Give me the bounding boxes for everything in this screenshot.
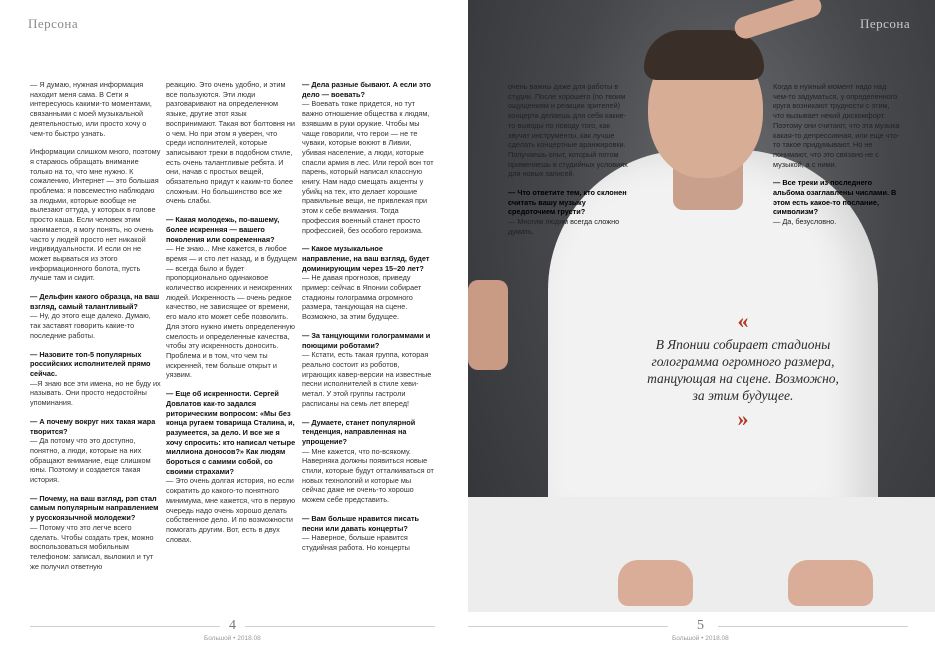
interview-answer: реакцию. Это очень удобно, и этим все пользуются. Эти люди разговаривают на определенном языке, другие этот язык воспринимают. Такая вот болтовня ни о чем. Но при этом я уверен, что среди исполнителей, которые записывают треки в подобном стиле, есть очень талантливые ребята. И они, начав с простых вещей, обязательно придут к каким-то более сложным. Но большинство все же очень слабы. [166, 80, 295, 206]
pull-quote-text: В Японии собирает стадионы голограмма огромного размера, танцующая на сцене. Возможно, за этим будущее. [647, 337, 839, 403]
section-title-right: Персона [860, 16, 911, 31]
interview-question: — За танцующими голограммами и поющими роботами? [302, 330, 431, 350]
left-column-2 [166, 80, 298, 553]
interview-question: — Вам больше нравится писать песни или давать концерты? [302, 513, 420, 533]
quote-open-mark: « [737, 308, 749, 333]
issue-label-left: Большой • 2018.08 [204, 635, 261, 642]
footer-rule-right-2 [718, 626, 908, 627]
interview-answer: — Это очень долгая история, но если сократить до какого-то понятного минимума, мне кажется, что в первую очередь надо очень хорошо делать собственное дело. И по возможности помогать другим. Вот, есть в двух словах. [166, 476, 296, 544]
interview-question: — Еще об искренности. Сергей Довлатов как-то задался риторическим вопросом: «Мы без конца ругаем товарища Сталина, и, разумеется, за дело. И все же я хочу спросить: кто написал четыре миллиона доносов?» Как людям бороться с самими собой, со своими страхами? [166, 389, 296, 476]
interview-answer: Когда в нужный момент надо над чем-то задуматься, у определенного круга возникают трудности с этим, что вызывает некий дискомфорт. Поэтому они считают, что эта музыка какая-то депрессивная, или еще что-то такое придумывают. Но не понимают, что это связано не с музыкой, а с ними. [773, 82, 900, 169]
left-column-1 [30, 80, 162, 580]
interview-answer: — Воевать тоже придется, но тут важно отношение общества к людям, взявшим в руки оружие. Чтобы мы чаще говорили, что герои — не те чуваки, которые воюют в Ливии, убивая население, а люди, которые спасли армия в лес. Или герой вон тот парень, который написал классную книгу. Нам надо смещать акценты у убийц на тех, кто делает хорошие правильные вещи, не привлекая при этом к себе внимания. Тогда профессия военный станет просто профессией, без особого героизма. [302, 99, 434, 235]
interview-answer: — Мне кажется, что по-всякому. Наверняка должны появиться новые стили, которые будут отталкиваться от новых технологий и которые мы сейчас даже не очень-то хорошо можем себе представить. [302, 446, 434, 505]
interview-question: — Все треки из последнего альбома озаглавлены числами. В этом есть какое-то послание, символизм? [773, 178, 897, 217]
footer-rule-left [30, 626, 220, 627]
left-hand-image [618, 560, 693, 606]
interview-answer: — Наверное, больше нравится студийная работа. Но концерты [302, 533, 410, 552]
interview-question: — Дельфин какого образца, на ваш взгляд, самый талантливый? [30, 292, 160, 311]
interview-question: — Назовите топ-5 популярных российских исполнителей прямо сейчас. [30, 349, 151, 378]
interview-answer: — Ну, до этого еще далеко. Думаю, так заставят говорить какие-то последние работы. [30, 311, 151, 340]
interview-answer: —Я знаю все эти имена, но не буду их называть. Они просто недостойны упоминания. [30, 378, 161, 408]
interview-question: — Что ответите тем, кто склонен считать вашу музыку средоточием грусти? [508, 188, 627, 217]
interview-answer: — Многим людям всегда сложно думать. [508, 217, 620, 236]
page-number-right: 5 [697, 618, 704, 633]
pull-quote [643, 310, 843, 470]
footer-rule-left-2 [245, 626, 435, 627]
interview-question: — А почему вокруг них такая жара творится? [30, 416, 156, 436]
right-page-photo [468, 0, 935, 649]
right-hand-image [788, 560, 873, 606]
interview-question: — Дела разные бывают. А если это дело — воевать? [302, 80, 431, 99]
interview-answer: очень важны даже для работы в студии. После хорошего (по твоим ощущениям и реакции зрителей) концерта делаешь для себя какие-то выводы по поводу того, как звучат инструменты, как лучше сделать концертные аранжировки. Получаешь опыт, который потом применяешь в студийных условиях для новых записей. [508, 82, 628, 179]
interview-answer: — Потому что это легче всего сделать. Чтобы создать трек, можно воспользоваться мобильным телефоном: записал, выложил и тут же получил ответную [30, 522, 154, 571]
footer-rule-right [468, 626, 668, 627]
interview-answer: — Не давая прогнозов, приведу пример: сейчас в Японии собирает стадионы голограмма огромного размера, танцующая на сцене. Возможно, за этим будущее. [302, 273, 422, 322]
interview-answer: — Я думаю, нужная информация находит меня сама. В Сети я интересуюсь какими-то моментами, связанными с моей музыкальной деятельностью, или просто хочу о чем-то быстро узнать. [30, 80, 152, 138]
quote-close-mark: » [737, 406, 749, 431]
interview-answer: — Да потому что это доступно, понятно, а люди, которые на них обращают внимание, еще слишком юны. Поэтому и создается такая история. [30, 436, 151, 485]
section-title-left: Персона [28, 16, 79, 31]
right-column-2 [773, 82, 901, 236]
left-column-3 [302, 80, 434, 562]
interview-question: — Думаете, станет популярной тенденция, направленная на упрощение? [302, 417, 416, 446]
interview-question: — Какое музыкальное направление, на ваш взгляд, будет доминирующим через 15–20 лет? [302, 244, 430, 273]
interview-answer: — Не знаю... Мне кажется, в любое время — и сто лет назад, и в будущем — всегда было и будет пропорционально одинаковое количество искренних и неискренних людей. Искренность — очень редкое качество, не зависящее от времени, его мало кто может себе позволить. Для этого нужно иметь определенную смелость и определенные качества, чтобы эту искренность доносить. Проблема и в том, что чем ты искренней, тем больше открыт и уязвим. [166, 244, 297, 380]
issue-label-right: Большой • 2018.08 [672, 635, 729, 642]
page-number-left: 4 [229, 618, 236, 633]
right-column-1 [508, 82, 633, 246]
interview-answer: — Кстати, есть такая группа, которая реально состоит из роботов, играющих кавер-версии на известные песни исполнителей в стиле хеви-метал. У этой группы гастроли расписаны на семь лет вперед! [302, 350, 432, 408]
interview-answer: — Да, безусловно. [773, 217, 837, 227]
interview-question: — Почему, на ваш взгляд, рэп стал самым популярным направлением у русскоязычной молодежи? [30, 493, 159, 523]
interview-question: — Какая молодежь, по-вашему, более искренняя — вашего поколения или современная? [166, 215, 280, 244]
interview-answer: Информации слишком много, поэтому я стараюсь обращать внимание только на то, что мне нужно. К сожалению, Интернет — это большая проблема: я повсеместно наблюдаю за людьми, которые вообще не вылезают оттуда, у которых в голове просто каша. Если человек этим занимается, я могу понять, но очень часто у людей просто нет никакой индивидуальности. И если он не может вырваться из этого информационного болота, пусть лучше там и сидит. [30, 147, 161, 283]
reaching-arm-image [468, 280, 508, 370]
